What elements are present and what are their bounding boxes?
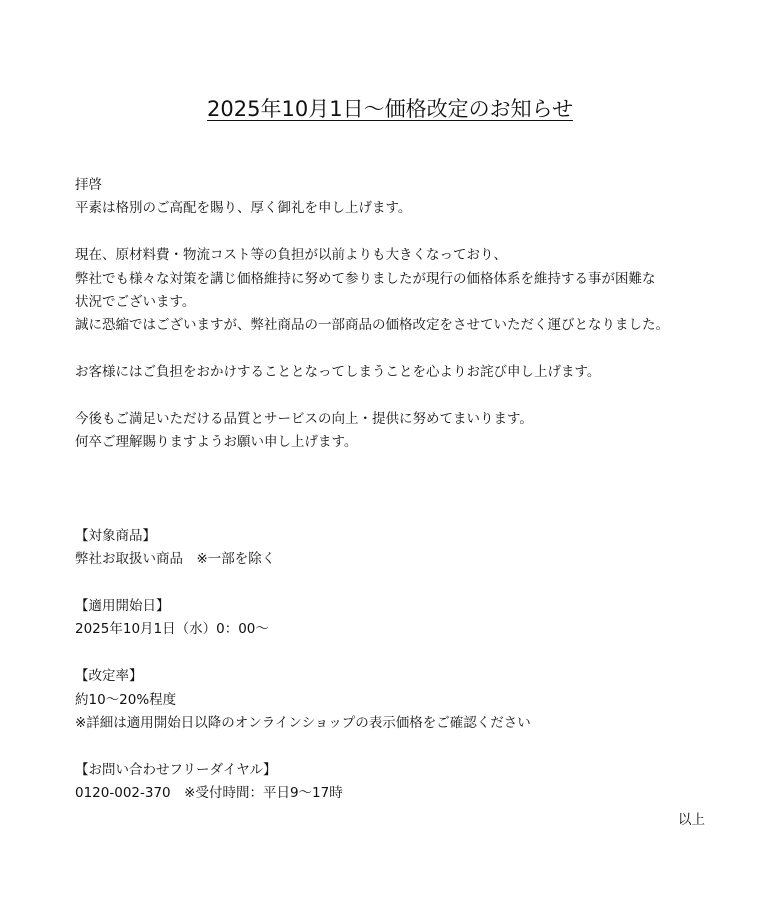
salutation: 拝啓 [75,177,102,193]
paragraph-4-line: 今後もご満足いただける品質とサービスの向上・提供に努めてまいります。 [75,410,533,427]
paragraph-4-line: 何卒ご理解賜りますようお願い申し上げます。 [75,434,358,451]
section-heading-start-date: 【適用開始日】 [75,598,170,615]
paragraph-3-line: お客様にはご負担をおかけすることとなってしまうことを心よりお詫び申し上げます。 [75,364,601,381]
section-heading-target-products: 【対象商品】 [75,527,156,544]
spacer [75,338,725,361]
section-line: 弊社お取扱い商品 ※一部を除く [75,551,276,568]
spacer [75,221,725,244]
spacer [75,501,725,524]
section-heading-revision-rate: 【改定率】 [75,668,143,685]
spacer [75,735,725,758]
spacer [75,572,725,595]
section-heading-contact: 【お問い合わせフリーダイヤル】 [75,761,277,778]
spacer [75,642,725,665]
notice-body [75,174,725,806]
section-line: 2025年10月1日（水）0：00〜 [75,621,269,638]
spacer [75,385,725,408]
paragraph-2-line: 弊社でも様々な対策を講じ価格維持に努めて参りましたが現行の価格体系を維持する事が困難な [75,270,656,287]
paragraph-1-line: 平素は格別のご高配を賜り、厚く御礼を申し上げます。 [75,200,412,217]
page-title [0,95,780,123]
section-line: 0120-002-370 ※受付時間：平日9〜17時 [75,785,343,802]
paragraph-2-line: 現在、原材料費・物流コスト等の負担が以前よりも大きくなっており、 [75,247,507,264]
closing-text: 以上 [678,812,705,828]
section-line: ※詳細は適用開始日以降のオンラインショップの表示価格をご確認ください [75,715,531,731]
page-title-text: 2025年10月1日〜価格改定のお知らせ [207,97,573,121]
section-line: 約10〜20%程度 [75,691,177,708]
spacer [75,455,725,502]
paragraph-2-line: 誠に恐縮ではございますが、弊社商品の一部商品の価格改定をさせていただく運びとなりました。 [75,317,669,334]
paragraph-2-line: 状況でございます。 [75,293,196,310]
